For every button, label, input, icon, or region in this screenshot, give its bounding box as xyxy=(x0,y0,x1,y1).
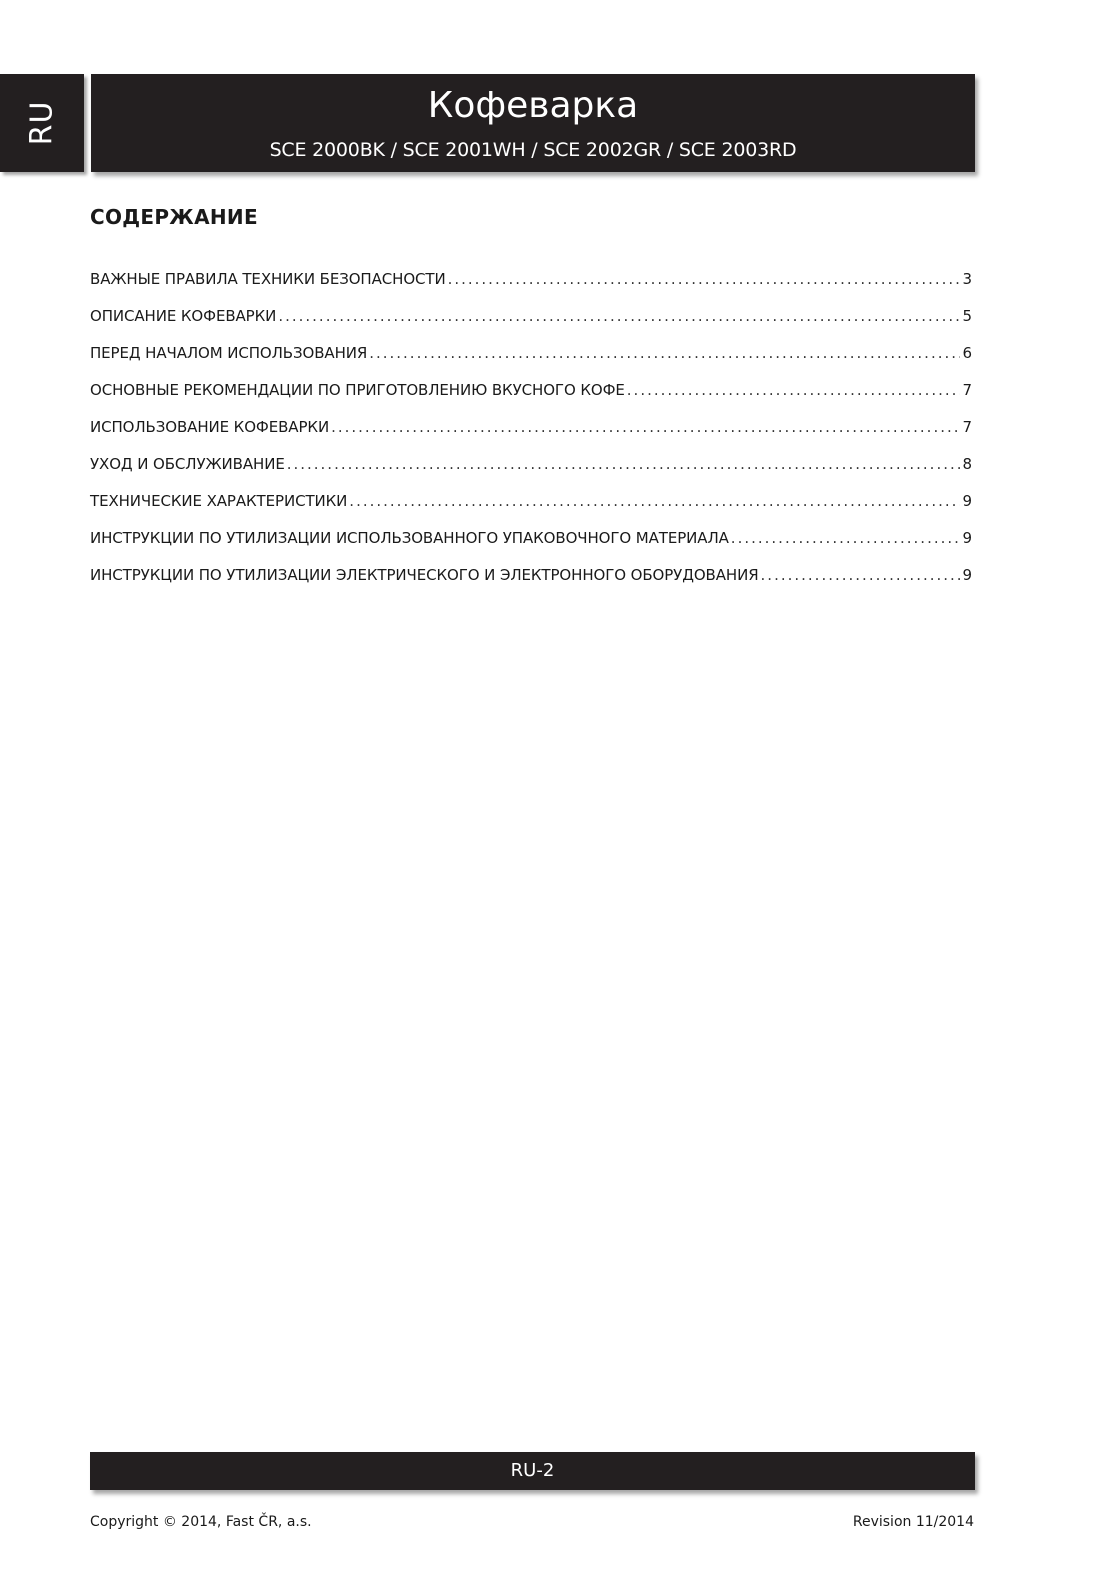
toc-entry[interactable] xyxy=(90,413,972,450)
toc-heading: СОДЕРЖАНИЕ xyxy=(90,205,258,229)
page-footer xyxy=(90,1452,975,1490)
toc-entry[interactable] xyxy=(90,524,972,561)
toc-entry-title: ИНСТРУКЦИИ ПО УТИЛИЗАЦИИ ИСПОЛЬЗОВАННОГО УПАКОВОЧНОГО МАТЕРИАЛА xyxy=(90,529,729,547)
toc-entry-page: 6 xyxy=(962,344,972,362)
dot-leader xyxy=(369,339,960,367)
dot-leader xyxy=(761,561,960,589)
toc-entry[interactable] xyxy=(90,487,972,524)
toc-entry-page: 7 xyxy=(962,418,972,436)
toc-entry-page: 7 xyxy=(962,381,972,399)
revision-label: Revision 11/2014 xyxy=(852,1514,974,1530)
toc-entry[interactable] xyxy=(90,376,972,413)
dot-leader xyxy=(627,376,960,404)
page-number: RU-2 xyxy=(510,1460,555,1481)
toc-entry-title: ВАЖНЫЕ ПРАВИЛА ТЕХНИКИ БЕЗОПАСНОСТИ xyxy=(90,270,446,288)
toc-entry-title: ОСНОВНЫЕ РЕКОМЕНДАЦИИ ПО ПРИГОТОВЛЕНИЮ ВКУСНОГО КОФЕ xyxy=(90,381,625,399)
page-header xyxy=(91,74,975,172)
toc-entry-title: УХОД И ОБСЛУЖИВАНИЕ xyxy=(90,455,285,473)
language-tab xyxy=(0,74,84,172)
toc-entry[interactable] xyxy=(90,450,972,487)
toc-entry-page: 9 xyxy=(962,566,972,584)
toc-entry-title: ПЕРЕД НАЧАЛОМ ИСПОЛЬЗОВАНИЯ xyxy=(90,344,368,362)
toc-entry-title: ТЕХНИЧЕСКИЕ ХАРАКТЕРИСТИКИ xyxy=(90,492,348,510)
toc-entry-page: 8 xyxy=(962,455,972,473)
page-title: Кофеварка xyxy=(427,85,639,126)
toc-entry[interactable] xyxy=(90,339,972,376)
dot-leader xyxy=(331,413,960,441)
model-numbers: SCE 2000BK / SCE 2001WH / SCE 2002GR / SCE 2003RD xyxy=(269,139,797,161)
toc-entry-page: 3 xyxy=(962,270,972,288)
toc-entry[interactable] xyxy=(90,265,972,302)
toc-entry-page: 5 xyxy=(962,307,972,325)
dot-leader xyxy=(287,450,960,478)
table-of-contents xyxy=(90,265,972,598)
toc-entry[interactable] xyxy=(90,302,972,339)
toc-entry-title: ИНСТРУКЦИИ ПО УТИЛИЗАЦИИ ЭЛЕКТРИЧЕСКОГО И ЭЛЕКТРОННОГО ОБОРУДОВАНИЯ xyxy=(90,566,759,584)
toc-entry-title: ИСПОЛЬЗОВАНИЕ КОФЕВАРКИ xyxy=(90,418,330,436)
dot-leader xyxy=(278,302,960,330)
copyright-notice: Copyright © 2014, Fast ČR, a.s. xyxy=(90,1514,312,1530)
dot-leader xyxy=(349,487,960,515)
toc-entry[interactable] xyxy=(90,561,972,598)
toc-entry-title: ОПИСАНИЕ КОФЕВАРКИ xyxy=(90,307,277,325)
toc-entry-page: 9 xyxy=(962,529,972,547)
language-label: RU xyxy=(24,100,60,146)
dot-leader xyxy=(731,524,960,552)
toc-entry-page: 9 xyxy=(962,492,972,510)
dot-leader xyxy=(448,265,960,293)
